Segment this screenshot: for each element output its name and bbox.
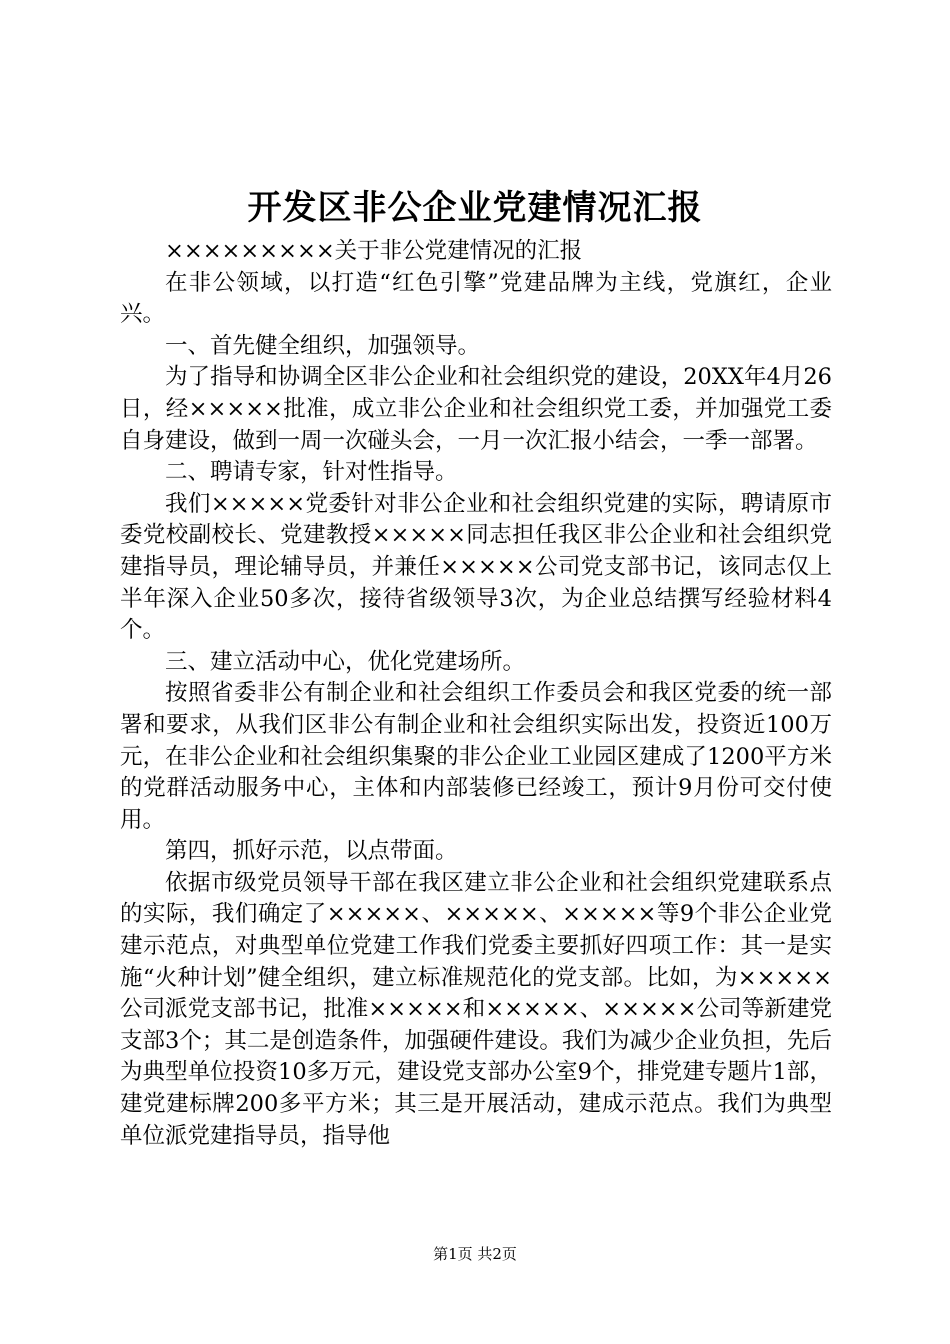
section-heading-2: 二、聘请专家，针对性指导。 <box>165 459 458 486</box>
section-body-4: 依据市级党员领导干部在我区建立非公企业和社会组织党建联系点的实际，我们确定了×××××、×××××、×××××等9个非公企业党建示范点，对典型单位党建工作我们党委主要抓好四项工作：其一是实施“火种计划”健全组织，建立标准规范化的党支部。比如，为×××××公司派党支部书记，批准×××××和×××××、×××××公司等新建党支部3个；其二是创造条件，加强硬件建设。我们为减少企业负担，先后为典型单位投资10多万元，建设党支部办公室9个，排党建专题片1部，建党建标牌200多平方米；其三是开展活动，建成示范点。我们为典型单位派党建指导员，指导他 <box>120 869 832 1149</box>
section-body-3: 按照省委非公有制企业和社会组织工作委员会和我区党委的统一部署和要求，从我们区非公有制企业和社会组织实际出发，投资近100万元，在非公企业和社会组织集聚的非公企业工业园区建成了1200平方米的党群活动服务中心，主体和内部装修已经竣工，预计9月份可交付使用。 <box>120 680 832 833</box>
section-heading-3: 三、建立活动中心，优化党建场所。 <box>165 648 526 675</box>
section-body-2: 我们×××××党委针对非公企业和社会组织党建的实际，聘请原市委党校副校长、党建教授×××××同志担任我区非公企业和社会组织党建指导员，理论辅导员，并兼任×××××公司党支部书记，该同志仅上半年深入企业50多次，接待省级领导3次，为企业总结撰写经验材料4个。 <box>120 490 832 644</box>
section-body-1: 为了指导和协调全区非公企业和社会组织党的建设，20XX年4月26日，经×××××批准，成立非公企业和社会组织党工委，并加强党工委自身建设，做到一周一次碰头会，一月一次汇报小结会，一季一部署。 <box>120 364 832 454</box>
section-heading-1: 一、首先健全组织，加强领导。 <box>165 332 481 359</box>
page-footer: 第1页 共2页 <box>433 1245 517 1263</box>
document-body <box>120 236 832 1152</box>
document-title: 开发区非公企业党建情况汇报 <box>247 188 703 228</box>
intro-paragraph: 在非公领域，以打造“红色引擎”党建品牌为主线，党旗红，企业兴。 <box>120 269 832 328</box>
report-subtitle: ×××××××××关于非公党建情况的汇报 <box>165 238 583 264</box>
section-heading-4: 第四，抓好示范，以点带面。 <box>165 838 458 865</box>
